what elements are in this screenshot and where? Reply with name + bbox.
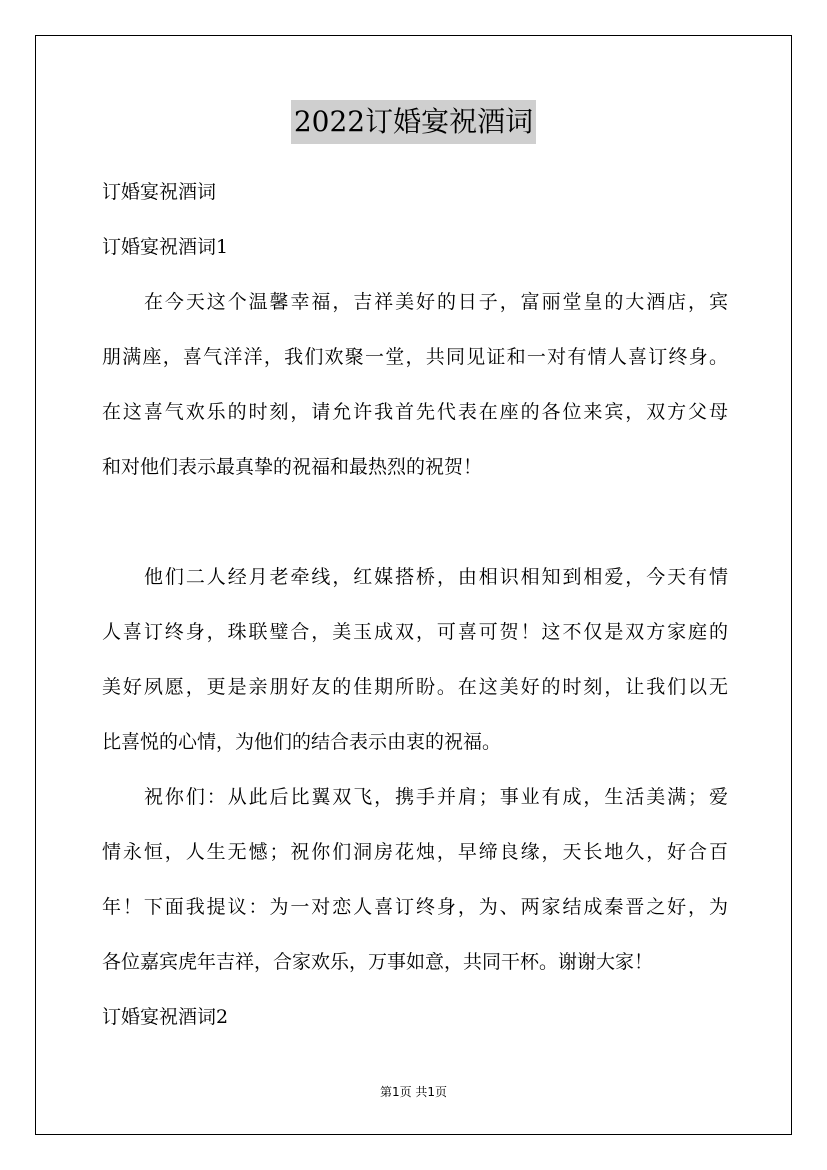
document-title: 2022订婚宴祝酒词 bbox=[291, 100, 536, 144]
title-container bbox=[0, 100, 827, 144]
paragraph-line: 各位嘉宾虎年吉祥，合家欢乐，万事如意，共同干杯。谢谢大家！ bbox=[102, 951, 654, 973]
section-heading-1: 订婚宴祝酒词1 bbox=[102, 236, 229, 258]
subtitle: 订婚宴祝酒词 bbox=[102, 181, 217, 203]
paragraph-line: 在今天这个温馨幸福，吉祥美好的日子，富丽堂皇的大酒店，宾 bbox=[144, 291, 728, 313]
paragraph-line: 比喜悦的心情，为他们的结合表示由衷的祝福。 bbox=[102, 731, 502, 753]
paragraph-line: 和对他们表示最真挚的祝福和最热烈的祝贺！ bbox=[102, 456, 483, 478]
paragraph-line: 人喜订终身，珠联璧合，美玉成双，可喜可贺！这不仅是双方家庭的 bbox=[102, 621, 728, 643]
paragraph-1 bbox=[102, 275, 728, 495]
document-body bbox=[102, 165, 728, 1045]
paragraph-2 bbox=[102, 550, 728, 770]
paragraph-line: 祝你们：从此后比翼双飞，携手并肩；事业有成，生活美满；爱 bbox=[144, 786, 728, 808]
paragraph-line: 朋满座，喜气洋洋，我们欢聚一堂，共同见证和一对有情人喜订终身。 bbox=[102, 346, 728, 368]
paragraph-line: 他们二人经月老牵线，红媒搭桥，由相识相知到相爱，今天有情 bbox=[144, 566, 728, 588]
paragraph-line: 情永恒，人生无憾；祝你们洞房花烛，早缔良缘，天长地久，好合百 bbox=[102, 841, 728, 863]
paragraph-3 bbox=[102, 770, 728, 990]
blank-line bbox=[102, 495, 728, 550]
page-footer: 第1页 共1页 bbox=[379, 1085, 448, 1099]
paragraph-line: 年！下面我提议：为一对恋人喜订终身，为、两家结成秦晋之好，为 bbox=[102, 896, 728, 918]
paragraph-line: 美好夙愿，更是亲朋好友的佳期所盼。在这美好的时刻，让我们以无 bbox=[102, 676, 728, 698]
section-heading-2: 订婚宴祝酒词2 bbox=[102, 1006, 229, 1028]
paragraph-line: 在这喜气欢乐的时刻，请允许我首先代表在座的各位来宾，双方父母 bbox=[102, 401, 728, 423]
